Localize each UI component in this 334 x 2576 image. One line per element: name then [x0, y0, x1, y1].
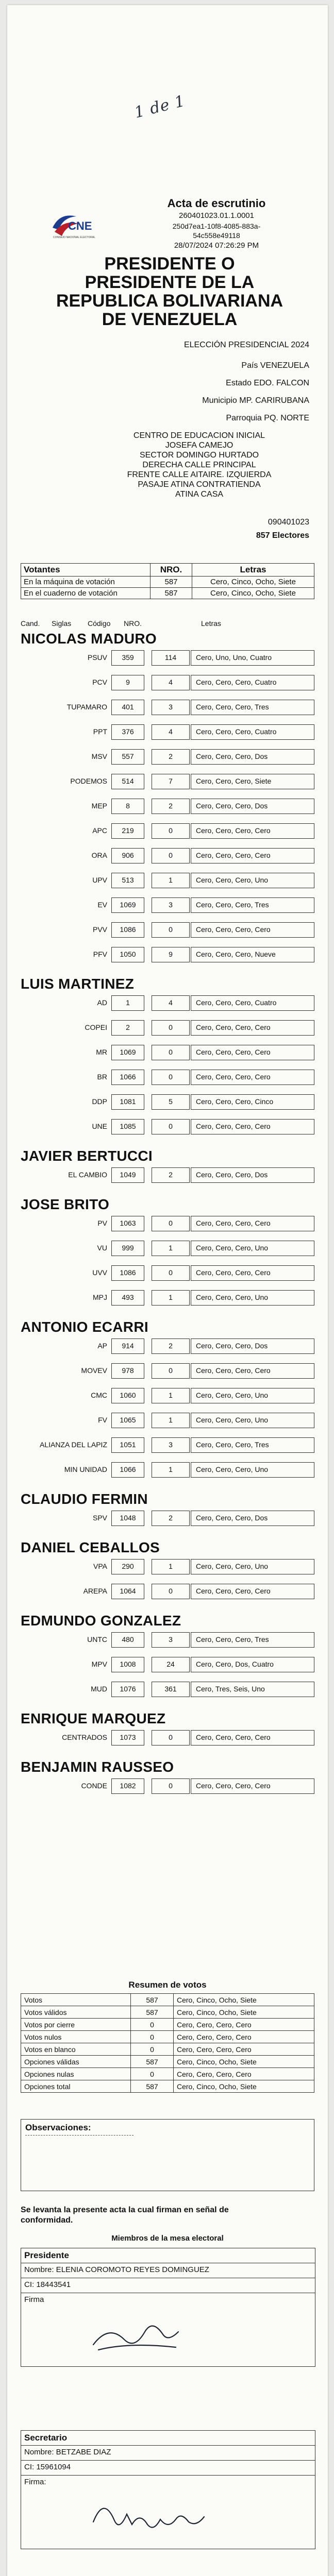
party-votes-letters: Cero, Cero, Cero, Uno	[196, 1465, 269, 1473]
acta-document	[7, 5, 328, 2576]
party-votes-letters: Cero, Cero, Cero, Dos	[196, 1342, 268, 1350]
party-code: 1048	[120, 1514, 136, 1522]
acta-hash-line2: 54c558e49118	[193, 231, 240, 240]
resumen-label: Opciones total	[21, 2080, 131, 2093]
resumen-title: Resumen de votos	[128, 1980, 207, 1990]
party-votes-letters: Cero, Cero, Cero, Cuatro	[196, 727, 277, 736]
party-row	[21, 1730, 314, 1745]
party-code: 1085	[120, 1122, 136, 1130]
mesa-title: Miembros de la mesa electoral	[111, 2234, 224, 2243]
resumen-row	[21, 2006, 314, 2019]
member-role: Presidente	[21, 2248, 315, 2263]
party-sigla: COPEI	[85, 1023, 107, 1031]
party-row	[21, 1462, 314, 1478]
nro-header: NRO.	[151, 564, 192, 577]
firma-label: Firma	[24, 2295, 44, 2304]
election-name: ELECCIÓN PRESIDENCIAL 2024	[183, 341, 309, 349]
party-sigla: VPA	[93, 1562, 107, 1570]
party-votes: 1	[169, 1416, 173, 1424]
party-sigla: ORA	[91, 851, 107, 859]
party-row	[21, 1363, 314, 1379]
member-name: Nombre: BETZABE DIAZ	[21, 2446, 315, 2461]
party-code: 1066	[120, 1465, 136, 1473]
party-sigla: VU	[97, 1244, 107, 1252]
party-code: 1060	[120, 1391, 136, 1399]
resumen-row	[21, 2080, 314, 2093]
party-votes-letters: Cero, Cero, Cero, Cero	[196, 925, 271, 934]
party-code: 1008	[120, 1660, 136, 1668]
resumen-letras: Cero, Cinco, Ocho, Siete	[174, 1994, 314, 2006]
party-votes-letters: Cero, Cero, Cero, Cero	[196, 826, 271, 835]
party-sigla: AP	[97, 1342, 107, 1350]
party-code: 1066	[120, 1073, 136, 1081]
party-sigla: PFV	[93, 950, 107, 958]
letras-header: Letras	[192, 564, 314, 577]
party-code: 1086	[120, 925, 136, 934]
party-row	[21, 1216, 314, 1231]
party-code: 376	[122, 727, 134, 736]
party-row	[21, 774, 314, 789]
party-votes: 0	[169, 826, 173, 835]
party-votes-letters: Cero, Cero, Cero, Uno	[196, 1244, 269, 1252]
candidate-name: NICOLAS MADURO	[21, 631, 157, 647]
party-row	[21, 848, 314, 863]
table-row	[21, 577, 314, 588]
party-votes-letters: Cero, Cero, Cero, Nueve	[196, 950, 276, 958]
party-row	[21, 1020, 314, 1036]
party-votes: 24	[166, 1660, 175, 1668]
resumen-letras: Cero, Cero, Cero, Cero	[174, 2019, 314, 2031]
resumen-nro: 587	[131, 2006, 174, 2019]
party-votes-letters: Cero, Cero, Cero, Cero	[196, 1219, 271, 1227]
party-votes: 1	[169, 1244, 173, 1252]
party-code: 9	[126, 678, 130, 686]
resumen-label: Votos por cierre	[21, 2019, 131, 2031]
party-votes-letters: Cero, Tres, Seis, Uno	[196, 1685, 265, 1693]
resumen-nro: 0	[131, 2019, 174, 2031]
location-parroquia: Parroquia PQ. NORTE	[226, 414, 309, 422]
handwritten-page-count: 1 de 1	[132, 92, 187, 122]
party-votes: 2	[169, 1342, 173, 1350]
resumen-letras: Cero, Cero, Cero, Cero	[174, 2043, 314, 2056]
party-row	[21, 947, 314, 962]
resumen-row	[21, 1994, 314, 2006]
logo-subtext: CONSEJO NACIONAL ELECTORAL	[53, 236, 95, 239]
votantes-nro: 587	[151, 588, 192, 599]
party-sigla: MPJ	[93, 1293, 107, 1301]
col-cand: Cand.	[21, 619, 40, 628]
party-votes: 1	[169, 1465, 173, 1473]
party-votes: 4	[169, 727, 173, 736]
resumen-table	[21, 1993, 314, 2093]
centro-line: CENTRO DE EDUCACION INICIAL	[133, 431, 265, 440]
party-votes: 0	[169, 1219, 173, 1227]
party-row	[21, 1682, 314, 1697]
party-votes: 0	[169, 1268, 173, 1277]
party-row	[21, 700, 314, 715]
party-votes-letters: Cero, Cero, Cero, Cero	[196, 1048, 271, 1056]
party-sigla: MIN UNIDAD	[64, 1465, 107, 1473]
party-sigla: AD	[97, 998, 107, 1007]
party-votes: 3	[169, 901, 173, 909]
acta-hash	[139, 222, 294, 240]
col-siglas: Siglas	[52, 619, 72, 628]
election-title: PRESIDENTE O PRESIDENTE DE LA REPUBLICA BOLIVARIANA DE VENEZUELA	[56, 254, 283, 329]
party-votes-letters: Cero, Cero, Cero, Cero	[196, 1733, 271, 1741]
party-code: 2	[126, 1023, 130, 1031]
votantes-letras: Cero, Cinco, Ocho, Siete	[192, 588, 314, 599]
centro-description	[85, 431, 314, 499]
party-votes: 1	[169, 1293, 173, 1301]
resumen-label: Votos en blanco	[21, 2043, 131, 2056]
resumen-nro: 587	[131, 2056, 174, 2068]
party-code: 557	[122, 752, 134, 760]
party-votes: 1	[169, 876, 173, 884]
party-sigla: MOVEV	[81, 1366, 107, 1375]
party-votes: 3	[169, 1440, 173, 1449]
party-sigla: UNTC	[87, 1635, 107, 1643]
party-votes-letters: Cero, Cero, Cero, Tres	[196, 703, 269, 711]
party-row	[21, 1045, 314, 1060]
party-votes-letters: Cero, Cero, Cero, Cuatro	[196, 998, 277, 1007]
party-row	[21, 823, 314, 839]
party-votes-letters: Cero, Cero, Cero, Cuatro	[196, 678, 277, 686]
party-votes-letters: Cero, Cero, Cero, Uno	[196, 1293, 269, 1301]
party-votes-letters: Cero, Cero, Cero, Cero	[196, 1366, 271, 1375]
resumen-nro: 587	[131, 2080, 174, 2093]
party-sigla: PCV	[92, 678, 107, 686]
party-votes: 0	[169, 1048, 173, 1056]
signature-drawing	[83, 2481, 217, 2548]
candidate-name: CLAUDIO FERMIN	[21, 1491, 148, 1507]
party-code: 1051	[120, 1440, 136, 1449]
party-sigla: PV	[97, 1219, 107, 1227]
party-votes-letters: Cero, Cero, Cero, Cero	[196, 1023, 271, 1031]
resumen-label: Votos nulos	[21, 2031, 131, 2043]
party-sigla: CENTRADOS	[62, 1733, 107, 1741]
party-sigla: MUD	[91, 1685, 107, 1693]
resumen-label: Votos válidos	[21, 2006, 131, 2019]
party-sigla: BR	[97, 1073, 107, 1081]
party-sigla: PPT	[93, 727, 107, 736]
resumen-row	[21, 2043, 314, 2056]
centro-code: 090401023	[268, 518, 309, 527]
party-votes-letters: Cero, Cero, Cero, Siete	[196, 777, 272, 785]
party-row	[21, 675, 314, 690]
table-row	[21, 588, 314, 599]
party-votes: 2	[169, 1514, 173, 1522]
party-code: 493	[122, 1293, 134, 1301]
party-votes: 5	[169, 1097, 173, 1106]
location-municipio: Municipio MP. CARIRUBANA	[202, 396, 309, 405]
member-signature-area	[21, 2476, 315, 2549]
party-code: 1082	[120, 1782, 136, 1790]
party-votes-letters: Cero, Cero, Cero, Uno	[196, 1562, 269, 1570]
party-code: 999	[122, 1244, 134, 1252]
party-votes: 0	[169, 1733, 173, 1741]
party-votes-letters: Cero, Cero, Cero, Uno	[196, 1416, 269, 1424]
party-sigla: FV	[98, 1416, 107, 1424]
party-votes: 0	[169, 851, 173, 859]
party-votes: 114	[164, 653, 177, 662]
party-code: 514	[122, 777, 134, 785]
party-sigla: MR	[96, 1048, 107, 1056]
candidate-name: BENJAMIN RAUSSEO	[21, 1759, 174, 1775]
resumen-letras: Cero, Cinco, Ocho, Siete	[174, 2056, 314, 2068]
resumen-nro: 0	[131, 2043, 174, 2056]
signature-drawing	[83, 2298, 217, 2365]
party-votes: 361	[164, 1685, 177, 1693]
party-code: 8	[126, 802, 130, 810]
party-votes: 0	[169, 925, 173, 934]
centro-line: ATINA CASA	[175, 490, 224, 499]
party-row	[21, 1778, 314, 1794]
col-letras: Letras	[201, 619, 221, 628]
party-code: 1064	[120, 1587, 136, 1595]
party-sigla: TUPAMARO	[66, 703, 107, 711]
party-votes-letters: Cero, Cero, Cero, Dos	[196, 752, 268, 760]
party-code: 1073	[120, 1733, 136, 1741]
col-nro: NRO.	[124, 619, 142, 628]
party-sigla: AREPA	[83, 1587, 107, 1595]
party-votes: 2	[169, 752, 173, 760]
votantes-table	[21, 563, 314, 599]
party-code: 906	[122, 851, 134, 859]
resumen-nro: 0	[131, 2068, 174, 2080]
candidate-name: ANTONIO ECARRI	[21, 1319, 148, 1335]
party-row	[21, 1511, 314, 1526]
party-sigla: PSUV	[87, 653, 107, 662]
party-votes: 0	[169, 1073, 173, 1081]
party-code: 1086	[120, 1268, 136, 1277]
centro-line: DERECHA CALLE PRINCIPAL	[142, 461, 256, 469]
party-row	[21, 995, 314, 1011]
cne-logo	[43, 204, 105, 250]
party-code: 513	[122, 876, 134, 884]
party-row	[21, 1559, 314, 1574]
party-votes-letters: Cero, Cero, Cero, Cero	[196, 1782, 271, 1790]
party-code: 1065	[120, 1416, 136, 1424]
resumen-row	[21, 2019, 314, 2031]
party-votes-letters: Cero, Cero, Cero, Tres	[196, 1635, 269, 1643]
candidate-name: LUIS MARTINEZ	[21, 976, 135, 992]
party-sigla: EL CAMBIO	[68, 1171, 107, 1179]
resumen-letras: Cero, Cero, Cero, Cero	[174, 2068, 314, 2080]
party-votes-letters: Cero, Cero, Dos, Cuatro	[196, 1660, 274, 1668]
party-row	[21, 1413, 314, 1428]
party-votes: 7	[169, 777, 173, 785]
party-votes: 9	[169, 950, 173, 958]
resumen-label: Votos	[21, 1994, 131, 2006]
resumen-row	[21, 2031, 314, 2043]
candidate-name: EDMUNDO GONZALEZ	[21, 1613, 181, 1629]
party-votes-letters: Cero, Cero, Cero, Dos	[196, 1514, 268, 1522]
votantes-letras: Cero, Cinco, Ocho, Siete	[192, 577, 314, 588]
party-row	[21, 724, 314, 740]
party-row	[21, 799, 314, 814]
firma-label: Firma:	[24, 2478, 46, 2486]
acta-datetime: 28/07/2024 07:26:29 PM	[174, 241, 259, 250]
party-sigla: MPV	[91, 1660, 107, 1668]
party-votes: 3	[169, 703, 173, 711]
votantes-label: En el cuaderno de votación	[21, 588, 151, 599]
party-sigla: UNE	[92, 1122, 107, 1130]
party-votes: 4	[169, 678, 173, 686]
party-sigla: CONDE	[81, 1782, 107, 1790]
votantes-label: En la máquina de votación	[21, 577, 151, 588]
party-row	[21, 922, 314, 938]
party-code: 1076	[120, 1685, 136, 1693]
party-row	[21, 1584, 314, 1599]
party-votes-letters: Cero, Cero, Cero, Cero	[196, 1268, 271, 1277]
party-row	[21, 1241, 314, 1256]
member-ci: CI: 15961094	[21, 2461, 315, 2476]
party-votes: 1	[169, 1562, 173, 1570]
party-row	[21, 1437, 314, 1453]
logo-text: CNE	[68, 219, 92, 232]
party-votes-letters: Cero, Uno, Uno, Cuatro	[196, 653, 272, 662]
party-code: 1	[126, 998, 130, 1007]
party-row	[21, 873, 314, 888]
resumen-row	[21, 2068, 314, 2080]
resumen-letras: Cero, Cero, Cero, Cero	[174, 2031, 314, 2043]
acta-number: 260401023.01.1.0001	[179, 211, 254, 220]
party-code: 1081	[120, 1097, 136, 1106]
party-row	[21, 1119, 314, 1134]
party-sigla: APC	[92, 826, 107, 835]
votantes-nro: 587	[151, 577, 192, 588]
party-code: 480	[122, 1635, 134, 1643]
member-signature-area	[21, 2293, 315, 2366]
member-name: Nombre: ELENIA COROMOTO REYES DOMINGUEZ	[21, 2263, 315, 2278]
party-votes: 3	[169, 1635, 173, 1643]
votantes-header: Votantes	[21, 564, 151, 577]
resumen-label: Opciones válidas	[21, 2056, 131, 2068]
location-estado: Estado EDO. FALCON	[226, 379, 309, 387]
party-sigla: PVV	[92, 925, 107, 934]
location-pais: País VENEZUELA	[241, 361, 309, 370]
party-sigla: EV	[97, 901, 107, 909]
col-codigo: Código	[88, 619, 111, 628]
party-votes: 0	[169, 1122, 173, 1130]
party-sigla: SPV	[92, 1514, 107, 1522]
member-role: Secretario	[21, 2431, 315, 2446]
resumen-nro: 0	[131, 2031, 174, 2043]
resumen-letras: Cero, Cinco, Ocho, Siete	[174, 2006, 314, 2019]
party-code: 401	[122, 703, 134, 711]
party-code: 1069	[120, 901, 136, 909]
party-sigla: ALIANZA DEL LAPIZ	[40, 1440, 107, 1449]
party-votes: 2	[169, 1171, 173, 1179]
party-code: 1069	[120, 1048, 136, 1056]
member-card	[21, 2430, 315, 2549]
member-card	[21, 2248, 315, 2367]
candidate-name: DANIEL CEBALLOS	[21, 1539, 160, 1555]
observaciones-label: Observaciones:	[25, 2123, 91, 2132]
party-votes-letters: Cero, Cero, Cero, Dos	[196, 802, 268, 810]
party-code: 1063	[120, 1219, 136, 1227]
party-votes: 0	[169, 1366, 173, 1375]
party-votes-letters: Cero, Cero, Cero, Cero	[196, 1587, 271, 1595]
party-row	[21, 897, 314, 913]
acta-title: Acta de escrutinio	[167, 197, 266, 210]
party-row	[21, 1290, 314, 1306]
party-code: 219	[122, 826, 134, 835]
party-code: 914	[122, 1342, 134, 1350]
party-code: 290	[122, 1562, 134, 1570]
party-code: 978	[122, 1366, 134, 1375]
centro-line: SECTOR DOMINGO HURTADO	[139, 451, 259, 460]
party-votes: 0	[169, 1782, 173, 1790]
party-votes-letters: Cero, Cero, Cero, Cero	[196, 1073, 271, 1081]
party-code: 1050	[120, 950, 136, 958]
electores-count: 857 Electores	[256, 531, 309, 540]
centro-line: PASAJE ATINA CONTRATIENDA	[138, 480, 261, 489]
party-row	[21, 650, 314, 666]
member-ci: CI: 18443541	[21, 2278, 315, 2293]
candidate-name: JAVIER BERTUCCI	[21, 1148, 153, 1164]
party-votes-letters: Cero, Cero, Cero, Tres	[196, 1440, 269, 1449]
candidate-name: JOSE BRITO	[21, 1196, 110, 1212]
party-code: 1049	[120, 1171, 136, 1179]
party-sigla: UPV	[92, 876, 107, 884]
party-row	[21, 749, 314, 765]
party-sigla: PODEMOS	[70, 777, 107, 785]
party-row	[21, 1338, 314, 1354]
party-row	[21, 1167, 314, 1183]
party-row	[21, 1657, 314, 1672]
observaciones-underline	[25, 2135, 133, 2136]
conformity-statement: Se levanta la presente acta la cual firman en señal de conformidad.	[21, 2206, 229, 2225]
centro-line: FRENTE CALLE AITAIRE. IZQUIERDA	[127, 470, 272, 479]
party-row	[21, 1632, 314, 1648]
party-votes-letters: Cero, Cero, Cero, Cinco	[196, 1097, 274, 1106]
observaciones-box	[21, 2119, 314, 2191]
party-votes-letters: Cero, Cero, Cero, Uno	[196, 1391, 269, 1399]
resumen-row	[21, 2056, 314, 2068]
resumen-letras: Cero, Cinco, Ocho, Siete	[174, 2080, 314, 2093]
party-sigla: UVV	[92, 1268, 107, 1277]
party-votes: 4	[169, 998, 173, 1007]
party-code: 359	[122, 653, 134, 662]
party-votes: 1	[169, 1391, 173, 1399]
party-sigla: MSV	[91, 752, 107, 760]
party-votes-letters: Cero, Cero, Cero, Cero	[196, 851, 271, 859]
party-votes-letters: Cero, Cero, Cero, Cero	[196, 1122, 271, 1130]
party-sigla: MEP	[91, 802, 107, 810]
party-votes-letters: Cero, Cero, Cero, Tres	[196, 901, 269, 909]
acta-hash-line1: 250d7ea1-10f8-4085-883a-	[172, 222, 261, 230]
party-votes-letters: Cero, Cero, Cero, Dos	[196, 1171, 268, 1179]
resumen-nro: 587	[131, 1994, 174, 2006]
party-sigla: CMC	[91, 1391, 107, 1399]
resumen-label: Opciones nulas	[21, 2068, 131, 2080]
candidate-name: ENRIQUE MARQUEZ	[21, 1710, 166, 1726]
party-votes: 0	[169, 1023, 173, 1031]
party-row	[21, 1265, 314, 1281]
centro-line: JOSEFA CAMEJO	[165, 441, 233, 450]
party-votes: 2	[169, 802, 173, 810]
party-row	[21, 1070, 314, 1085]
party-row	[21, 1388, 314, 1403]
party-row	[21, 1094, 314, 1110]
party-sigla: DDP	[92, 1097, 107, 1106]
party-votes: 0	[169, 1587, 173, 1595]
party-votes-letters: Cero, Cero, Cero, Uno	[196, 876, 269, 884]
